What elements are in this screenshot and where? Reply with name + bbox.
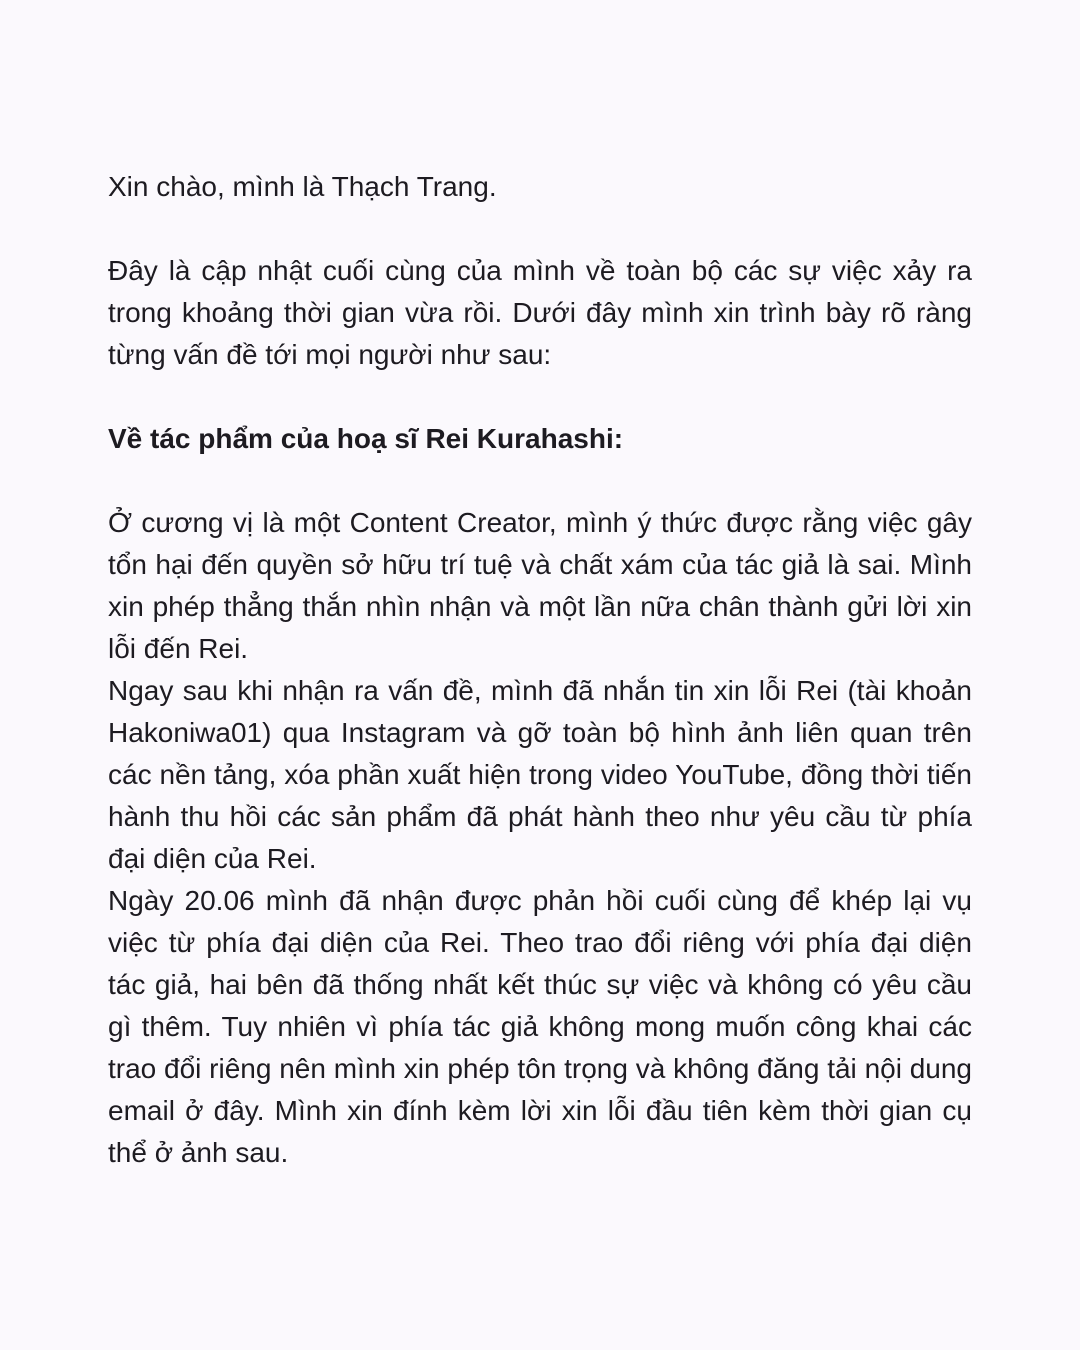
body-paragraph-1: Ở cương vị là một Content Creator, mình ý thức được rằng việc gây tổn hại đến quyền sở hữu trí tuệ và chất xám của tác giả là sai. Mình xin phép thẳng thắn nhìn nhận và một lần nữa chân thành gửi lời xin lỗi đến Rei. (108, 507, 972, 664)
section-heading: Về tác phẩm của hoạ sĩ Rei Kurahashi: (108, 423, 624, 454)
body-paragraph-2: Ngay sau khi nhận ra vấn đề, mình đã nhắn tin xin lỗi Rei (tài khoản Hakoniwa01) qua Instagram và gỡ toàn bộ hình ảnh liên quan trên các nền tảng, xóa phần xuất hiện trong video YouTube, đồng thời tiến hành thu hồi các sản phẩm đã phát hành theo như yêu cầu từ phía đại diện của Rei. (108, 675, 972, 874)
body-paragraph-3: Ngày 20.06 mình đã nhận được phản hồi cuối cùng để khép lại vụ việc từ phía đại diện của Rei. Theo trao đổi riêng với phía đại diện tác giả, hai bên đã thống nhất kết thúc sự việc và không có yêu cầu gì thêm. Tuy nhiên vì phía tác giả không mong muốn công khai các trao đổi riêng nên mình xin phép tôn trọng và không đăng tải nội dung email ở đây. Mình xin đính kèm lời xin lỗi đầu tiên kèm thời gian cụ thể ở ảnh sau. (108, 885, 972, 1168)
greeting-text: Xin chào, mình là Thạch Trang. (108, 171, 497, 202)
intro-paragraph: Đây là cập nhật cuối cùng của mình về toàn bộ các sự việc xảy ra trong khoảng thời gian vừa rồi. Dưới đây mình xin trình bày rõ ràng từng vấn đề tới mọi người như sau: (108, 255, 972, 370)
